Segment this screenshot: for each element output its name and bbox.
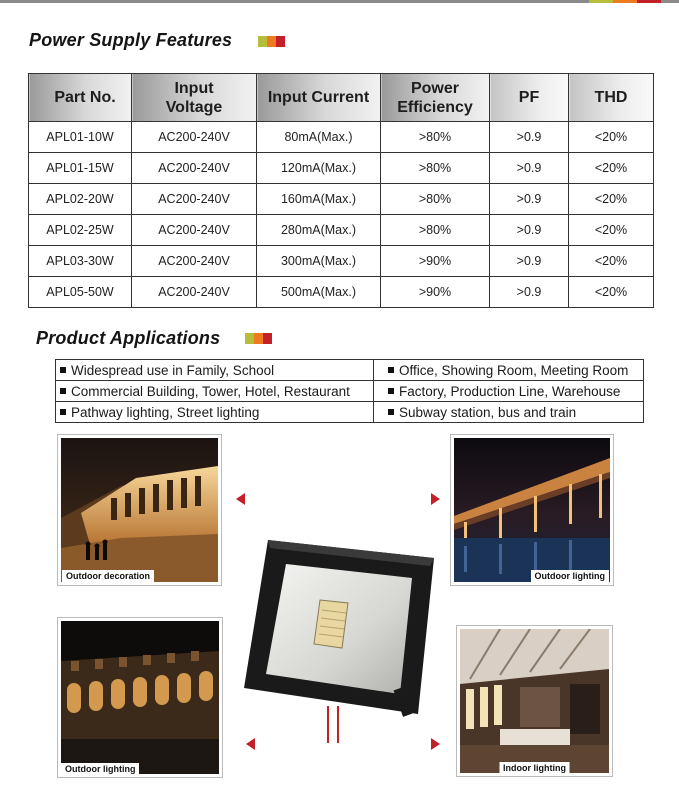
table-cell: APL02-20W: [29, 184, 132, 215]
arrow-left-icon: [236, 493, 245, 505]
power-supply-table: [28, 73, 654, 308]
table-cell: 120mA(Max.): [257, 153, 381, 184]
photo-outdoor-lighting-bridge: [450, 434, 614, 586]
table-cell: AC200-240V: [132, 277, 257, 308]
table-cell: 160mA(Max.): [257, 184, 381, 215]
table-cell: >80%: [381, 184, 490, 215]
table-cell: >80%: [381, 122, 490, 153]
application-cell: [374, 402, 644, 423]
power-supply-title: Power Supply Features: [29, 30, 233, 50]
table-cell: >0.9: [490, 277, 569, 308]
outdoor-decoration-image: [61, 438, 218, 582]
table-row: [29, 246, 654, 277]
list-item: [56, 360, 644, 381]
table-cell: 300mA(Max.): [257, 246, 381, 277]
section-swatch-icon: [245, 333, 272, 344]
application-text: Factory, Production Line, Warehouse: [399, 383, 621, 399]
photo-outdoor-decoration: [57, 434, 222, 586]
header-input-current: Input Current: [257, 74, 381, 122]
application-cell: [56, 402, 374, 423]
application-cell: [56, 381, 374, 402]
application-text: Widespread use in Family, School: [71, 362, 275, 378]
table-cell: APL05-50W: [29, 277, 132, 308]
table-cell: AC200-240V: [132, 215, 257, 246]
table-cell: APL03-30W: [29, 246, 132, 277]
caption-indoor-lighting: Indoor lighting: [499, 762, 570, 774]
header-part-no: Part No.: [29, 74, 132, 122]
bullet-icon: [60, 388, 66, 394]
table-cell: <20%: [569, 153, 654, 184]
table-cell: <20%: [569, 122, 654, 153]
table-header-row: [29, 74, 654, 122]
table-cell: >0.9: [490, 246, 569, 277]
top-color-bars: [589, 0, 661, 3]
list-item: [56, 381, 644, 402]
table-cell: AC200-240V: [132, 184, 257, 215]
applications-table: [55, 359, 644, 423]
table-row: [29, 215, 654, 246]
table-cell: <20%: [569, 277, 654, 308]
floodlight-product-image: [238, 538, 438, 748]
table-row: [29, 277, 654, 308]
caption-outdoor-lighting-bottom: Outdoor lighting: [61, 763, 139, 775]
application-cell: [374, 381, 644, 402]
indoor-image: [460, 629, 609, 773]
table-cell: <20%: [569, 215, 654, 246]
table-cell: 500mA(Max.): [257, 277, 381, 308]
bullet-icon: [388, 409, 394, 415]
photo-indoor-lighting: [456, 625, 613, 777]
table-cell: APL01-10W: [29, 122, 132, 153]
bullet-icon: [60, 367, 66, 373]
bridge-image: [454, 438, 610, 582]
table-cell: >0.9: [490, 153, 569, 184]
table-cell: AC200-240V: [132, 122, 257, 153]
table-cell: 80mA(Max.): [257, 122, 381, 153]
header-input-voltage: Input Voltage: [132, 74, 257, 122]
bullet-icon: [388, 367, 394, 373]
application-cell: [374, 360, 644, 381]
table-row: [29, 122, 654, 153]
table-cell: >90%: [381, 277, 490, 308]
header-power-efficiency: Power Efficiency: [381, 74, 490, 122]
arrow-right-icon: [431, 493, 440, 505]
caption-outdoor-lighting-top: Outdoor lighting: [531, 570, 609, 582]
application-text: Commercial Building, Tower, Hotel, Restaurant: [71, 383, 350, 399]
photo-outdoor-lighting-building: [57, 617, 223, 778]
table-cell: >0.9: [490, 184, 569, 215]
list-item: [56, 402, 644, 423]
top-rule: [0, 0, 679, 3]
section-swatch-icon: [258, 36, 285, 47]
header-pf: PF: [490, 74, 569, 122]
application-text: Subway station, bus and train: [399, 404, 577, 420]
bullet-icon: [388, 388, 394, 394]
building-image: [61, 621, 219, 774]
table-cell: AC200-240V: [132, 246, 257, 277]
caption-outdoor-decoration: Outdoor decoration: [62, 570, 154, 582]
bullet-icon: [60, 409, 66, 415]
table-cell: APL02-25W: [29, 215, 132, 246]
applications-title: Product Applications: [36, 328, 221, 348]
table-cell: >0.9: [490, 122, 569, 153]
table-cell: 280mA(Max.): [257, 215, 381, 246]
table-cell: APL01-15W: [29, 153, 132, 184]
application-text: Office, Showing Room, Meeting Room: [399, 362, 629, 378]
application-text: Pathway lighting, Street lighting: [71, 404, 260, 420]
table-row: [29, 153, 654, 184]
table-cell: >90%: [381, 246, 490, 277]
application-cell: [56, 360, 374, 381]
header-thd: THD: [569, 74, 654, 122]
table-cell: AC200-240V: [132, 153, 257, 184]
table-cell: >80%: [381, 153, 490, 184]
table-cell: >80%: [381, 215, 490, 246]
table-row: [29, 184, 654, 215]
table-cell: <20%: [569, 184, 654, 215]
table-cell: <20%: [569, 246, 654, 277]
table-cell: >0.9: [490, 215, 569, 246]
